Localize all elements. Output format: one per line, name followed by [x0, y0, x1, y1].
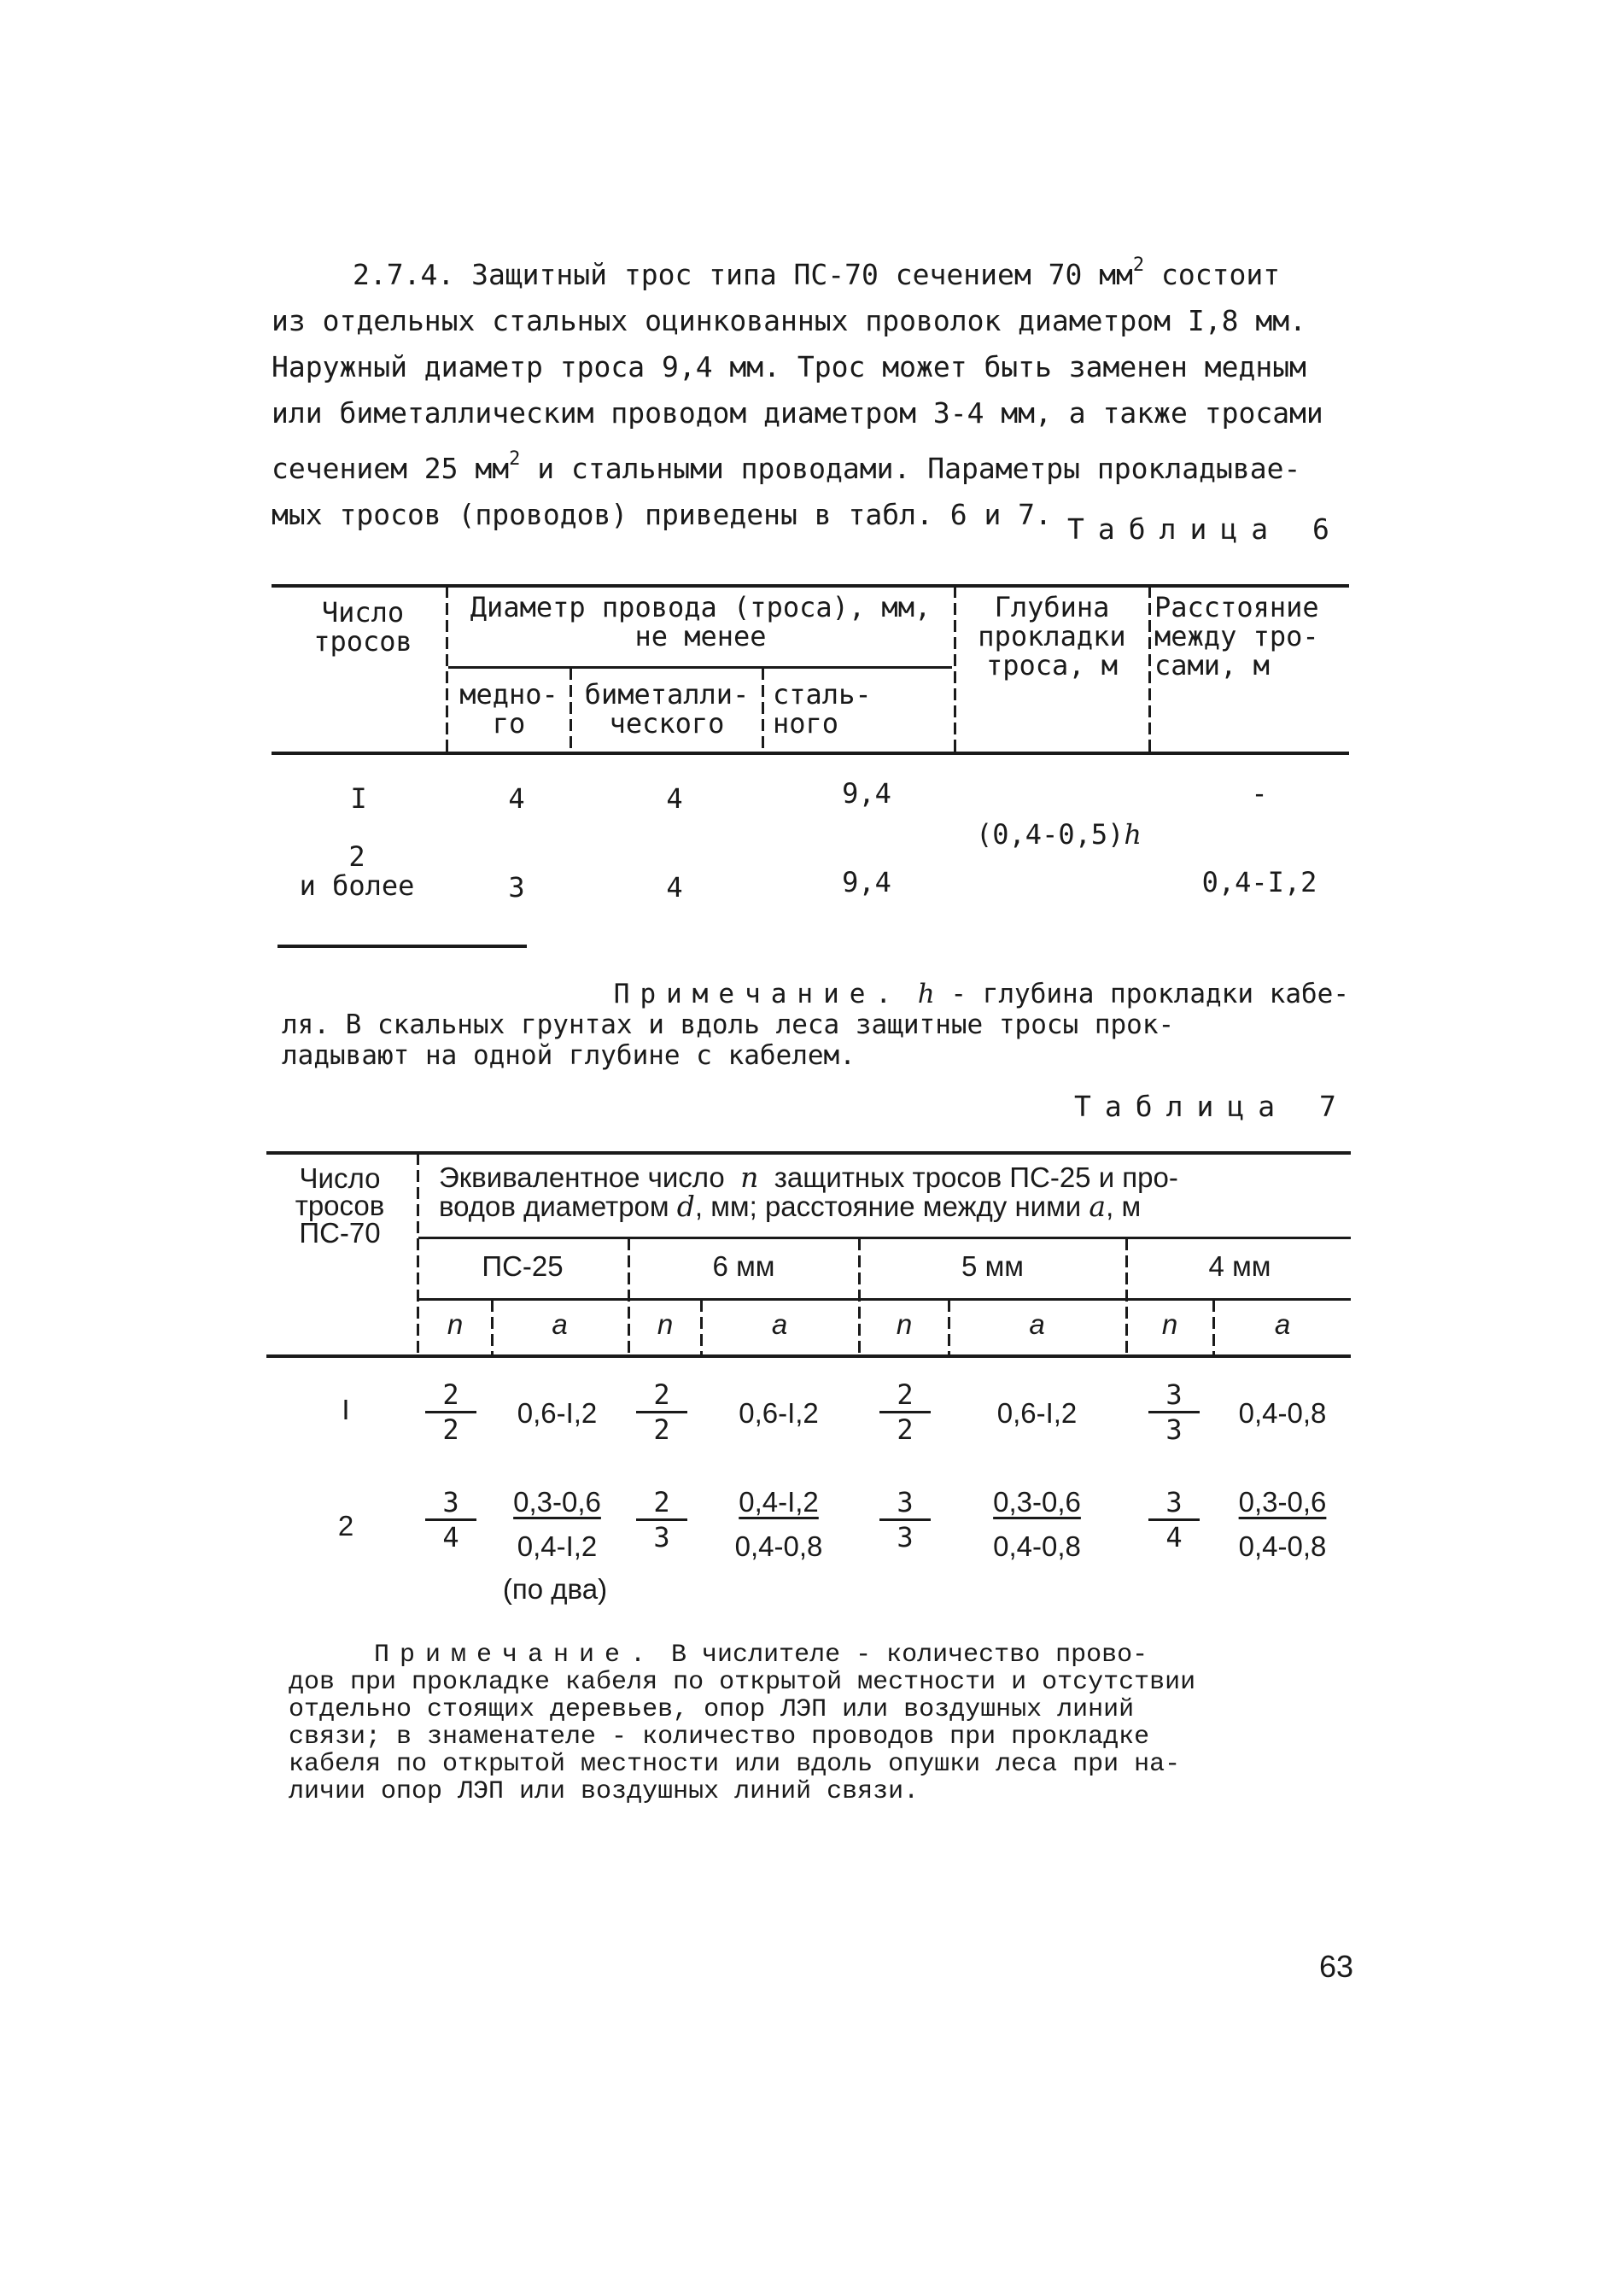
table6-cell: 9,4	[842, 866, 891, 898]
table7-distance: 0,6-I,2	[517, 1397, 598, 1429]
header-text: сталь-	[773, 678, 872, 711]
header-text: тросов	[313, 625, 412, 658]
fraction-denominator: 2	[897, 1413, 914, 1446]
table6-header-diameter	[451, 593, 950, 651]
fraction-denominator: 2	[442, 1413, 459, 1446]
header-text: троса, м	[985, 649, 1119, 682]
table7-sub-n: n	[447, 1308, 464, 1340]
header-text: Эквивалентное число	[439, 1161, 725, 1193]
fraction-numerator: 2	[636, 1486, 687, 1521]
fraction-denominator: 2	[653, 1413, 670, 1446]
page-number: 63	[1319, 1949, 1354, 1984]
fraction-numerator: 2	[636, 1378, 687, 1413]
header-text: Расстояние	[1154, 591, 1319, 623]
table7-distance-bottom: 0,4-I,2	[517, 1530, 598, 1562]
table6-cell: 3	[508, 871, 525, 904]
header-text: Число	[299, 1162, 381, 1194]
note-label: Примечание.	[374, 1641, 657, 1670]
table7-divider	[1125, 1238, 1128, 1354]
table7-header-main	[439, 1163, 1352, 1221]
table6-cell: 4	[508, 782, 525, 815]
table7-divider	[417, 1153, 419, 1354]
table7-sub-a: a	[552, 1308, 568, 1340]
cell-text: и более	[299, 869, 415, 902]
table6-top-rule	[272, 584, 1349, 588]
header-text: биметалли-	[584, 678, 750, 711]
fraction-numerator: 3	[879, 1486, 931, 1521]
header-text: Глубина	[994, 591, 1110, 623]
table7-note	[289, 1641, 1356, 1805]
table7-distance-bottom: 0,4-0,8	[993, 1530, 1081, 1562]
note-line: личии опор ЛЭП или воздушных линий связи.	[289, 1777, 920, 1806]
fraction-numerator: 2	[879, 1378, 931, 1413]
table7-distance-top: 0,3-0,6	[993, 1486, 1081, 1518]
table7-top-rule	[266, 1151, 1351, 1155]
table7-header-rule	[266, 1354, 1351, 1358]
paragraph-text: состоит	[1144, 258, 1281, 291]
table7-fraction	[425, 1378, 476, 1446]
table6-cell: 9,4	[842, 777, 891, 810]
table6-title: Таблица 6	[1067, 512, 1343, 546]
note-line: связи; в знаменателе - количество проводов при прокладке	[289, 1723, 1150, 1752]
table6-cell: I	[350, 782, 367, 815]
header-text: , мм; расстояние между ними	[694, 1191, 1082, 1222]
note-text: - глубина прокладки кабе-	[934, 979, 1349, 1009]
table6-header-bimetal	[574, 680, 760, 738]
note-symbol: h	[917, 979, 935, 1009]
table7-sub-n: n	[657, 1308, 674, 1340]
header-text: го	[492, 707, 526, 740]
paragraph-line: Наружный диаметр троса 9,4 мм. Трос может быть заменен медным	[272, 350, 1306, 383]
paragraph-line: или биметаллическим проводом диаметром 3-4 мм, а также тросами	[272, 396, 1323, 430]
table7-divider	[628, 1238, 630, 1354]
note-text: В числителе - количество прово-	[656, 1641, 1148, 1670]
fraction-denominator: 3	[897, 1521, 914, 1553]
table7-sub-n: n	[896, 1308, 913, 1340]
table6-divider	[1148, 586, 1151, 752]
table6-divider	[762, 668, 764, 752]
header-text: тросов	[295, 1190, 385, 1221]
table7-distance-top: 0,3-0,6	[513, 1486, 601, 1518]
table7-distance-bottom: 0,4-0,8	[734, 1530, 823, 1562]
header-text: сами, м	[1154, 649, 1270, 682]
header-symbol: n	[740, 1161, 759, 1194]
table7-group-header: ПС-25	[482, 1250, 564, 1282]
header-text: прокладки	[978, 620, 1126, 652]
note-line: ладывают на одной глубине с кабелем.	[282, 1040, 856, 1071]
table7-fraction	[1148, 1486, 1200, 1553]
header-text: медно-	[459, 678, 558, 711]
table7-rule	[418, 1237, 1351, 1239]
table7-group-header: 4 мм	[1208, 1250, 1271, 1282]
header-symbol: a	[1089, 1190, 1107, 1223]
note-line: ля. В скальных грунтах и вдоль леса защитные тросы прок-	[282, 1009, 1175, 1040]
header-text: ного	[773, 707, 839, 740]
header-text: ПС-70	[299, 1217, 381, 1249]
table7-distance-top: 0,3-0,6	[1238, 1486, 1327, 1518]
header-text: между тро-	[1154, 620, 1319, 652]
paragraph-text: сечением 25 мм	[272, 452, 510, 485]
note-label: Примечание.	[613, 979, 903, 1009]
note-line: отдельно стоящих деревьев, опор ЛЭП или воздушных линий	[289, 1695, 1135, 1724]
table6-cell: 0,4-I,2	[1201, 866, 1317, 898]
table7-fraction	[636, 1486, 687, 1553]
paragraph-line: из отдельных стальных оцинкованных проволок диаметром I,8 мм.	[272, 304, 1306, 337]
paragraph-line	[272, 243, 1373, 298]
fraction-denominator: 4	[1165, 1521, 1183, 1553]
superscript: 2	[1132, 254, 1145, 276]
table7-header-count	[272, 1162, 408, 1249]
table6-header-rule	[272, 752, 1349, 755]
header-symbol: d	[676, 1190, 695, 1223]
table6-header-depth	[958, 593, 1146, 680]
table7-sub-a: a	[1029, 1308, 1045, 1340]
table7-group-header: 5 мм	[961, 1250, 1024, 1282]
table6-divider	[446, 586, 448, 752]
table6-header-count	[282, 598, 444, 656]
fraction-numerator: 3	[1148, 1378, 1200, 1413]
table7-row-extra: (по два)	[502, 1573, 608, 1605]
cell-text: 2	[348, 840, 365, 873]
table7-group-header: 6 мм	[712, 1250, 775, 1282]
header-line	[439, 1163, 1352, 1192]
table6-header-steel	[773, 680, 943, 738]
table7-rule	[418, 1298, 1351, 1301]
table7-distance: 0,6-I,2	[739, 1397, 819, 1429]
header-text: Диаметр провода (троса), мм,	[470, 591, 932, 623]
table6-cell	[272, 842, 442, 900]
note-line	[289, 1641, 1356, 1669]
table7-divider	[858, 1238, 861, 1354]
table7-row-count: I	[342, 1394, 350, 1425]
table7-sub-a: a	[1274, 1308, 1291, 1340]
table7-fraction	[879, 1378, 931, 1446]
note-line: дов при прокладке кабеля по открытой местности и отсутствии	[289, 1668, 1196, 1697]
table7-distance: 0,6-I,2	[996, 1397, 1078, 1429]
table7-fraction	[425, 1486, 476, 1553]
table7-fraction	[636, 1378, 687, 1446]
fraction-numerator: 3	[425, 1486, 476, 1521]
table7-sub-a: a	[771, 1308, 788, 1340]
fraction-numerator: 3	[1148, 1486, 1200, 1521]
note-line: кабеля по открытой местности или вдоль опушки леса при на-	[289, 1750, 1181, 1779]
table7-fraction	[879, 1486, 931, 1553]
table6-header-distance	[1154, 593, 1351, 680]
table7-distance: 0,4-0,8	[1238, 1397, 1327, 1429]
table6-header-copper	[450, 680, 568, 738]
table6-cell: 4	[666, 782, 683, 815]
header-text: водов диаметром	[439, 1191, 669, 1222]
table7-title: Таблица 7	[1074, 1090, 1350, 1123]
superscript: 2	[509, 448, 521, 470]
header-text: ческого	[609, 707, 725, 740]
paragraph-text: и стальными проводами. Параметры прокладывае-	[520, 452, 1301, 485]
fraction-denominator: 3	[653, 1521, 670, 1553]
table6-divider	[954, 586, 956, 752]
depth-range: (0,4-0,5)	[976, 818, 1125, 851]
table7-distance-bottom: 0,4-0,8	[1238, 1530, 1327, 1562]
table6-subheader-rule	[448, 666, 952, 669]
intro-paragraph	[272, 243, 1373, 538]
table7-row-count: 2	[337, 1510, 354, 1542]
table7-distance-top: 0,4-I,2	[739, 1486, 819, 1518]
fraction-denominator: 3	[1165, 1413, 1183, 1446]
table7-fraction	[1148, 1378, 1200, 1446]
fraction-numerator: 2	[425, 1378, 476, 1413]
note-line	[282, 979, 1358, 1009]
table7-sub-n: n	[1161, 1308, 1178, 1340]
depth-symbol: h	[1124, 818, 1142, 851]
header-text: не менее	[634, 620, 767, 652]
table6-note	[282, 979, 1358, 1071]
paragraph-line: мых тросов (проводов) приведены в табл. 6 и 7.	[272, 498, 1052, 531]
table6-cell: -	[1251, 777, 1268, 810]
table6-bottom-rule	[277, 945, 527, 948]
paragraph-text: 2.7.4. Защитный трос типа ПС-70 сечением 70 мм	[353, 258, 1133, 291]
header-text: , м	[1106, 1191, 1142, 1222]
fraction-denominator: 4	[442, 1521, 459, 1553]
table6-divider	[570, 668, 572, 752]
table6-cell: 4	[666, 871, 683, 904]
table6-depth-value	[961, 820, 1157, 849]
header-text: защитных тросов ПС-25 и про-	[774, 1161, 1178, 1193]
paragraph-line	[272, 436, 1373, 492]
header-text: Число	[321, 596, 405, 629]
header-line	[439, 1192, 1352, 1221]
